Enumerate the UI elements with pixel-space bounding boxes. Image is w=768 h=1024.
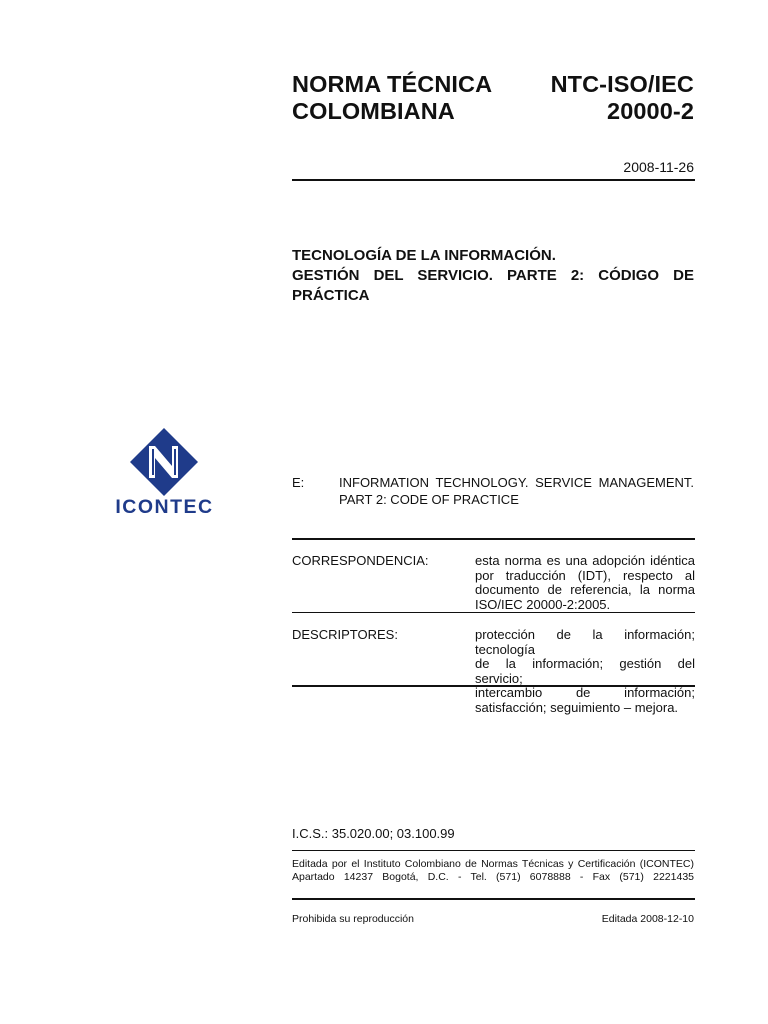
value-line: por traducción (IDT), respecto al	[475, 567, 695, 583]
norm-code-left: NTC-ISO/IEC	[550, 71, 694, 97]
value-line: de la información; gestión del servicio;	[475, 656, 695, 686]
subject-line: TECNOLOGÍA DE LA INFORMACIÓN.	[292, 247, 556, 264]
norm-title-left: NORMA TÉCNICA	[292, 71, 493, 97]
icontec-wordmark: ICONTEC	[115, 496, 214, 518]
value-line: documento de referencia, la norma	[475, 582, 695, 598]
english-title-text	[339, 474, 694, 508]
value-line: satisfacción; seguimiento – mejora.	[475, 699, 679, 715]
descriptores-divider	[292, 685, 695, 687]
subject-line: PRÁCTICA	[292, 287, 370, 304]
header-divider	[292, 179, 695, 181]
ics-code: I.C.S.: 35.020.00; 03.100.99	[292, 826, 455, 841]
correspondencia-divider	[292, 612, 695, 613]
reproduction-notice: Prohibida su reproducción	[292, 913, 414, 925]
footer-divider	[292, 898, 695, 900]
english-divider	[292, 538, 695, 540]
value-line: ISO/IEC 20000-2:2005.	[475, 596, 611, 612]
publication-date: 2008-11-26	[623, 159, 694, 175]
publisher-info	[292, 858, 694, 884]
correspondencia-value	[475, 554, 695, 612]
value-line: intercambio de información;	[475, 685, 695, 701]
descriptores-label: DESCRIPTORES:	[292, 627, 398, 642]
edition-date: Editada 2008-12-10	[601, 913, 694, 925]
value-line: esta norma es una adopción idéntica	[475, 553, 695, 568]
publisher-line: Editada por el Instituto Colombiano de Normas Técnicas y Certificación (ICONTEC)	[292, 858, 694, 870]
title-row-2	[292, 98, 694, 125]
descriptores-value	[475, 628, 695, 716]
english-line: INFORMATION TECHNOLOGY. SERVICE MANAGEMENT.	[339, 475, 694, 490]
norm-title-right: COLOMBIANA	[292, 98, 455, 124]
subject-line: GESTIÓN DEL SERVICIO. PARTE 2: CÓDIGO DE	[292, 267, 694, 284]
correspondencia-label: CORRESPONDENCIA:	[292, 553, 429, 568]
document-subject	[292, 246, 694, 306]
publisher-line: Apartado 14237 Bogotá, D.C. - Tel. (571) 6078888 - Fax (571) 2221435	[292, 871, 694, 883]
value-line: protección de la información; tecnología	[475, 627, 695, 657]
footer	[292, 913, 694, 925]
title-row-1	[292, 71, 694, 98]
ics-divider	[292, 850, 695, 851]
english-line: PART 2: CODE OF PRACTICE	[339, 492, 519, 507]
norm-code-right: 20000-2	[607, 98, 694, 124]
english-label: E:	[292, 475, 305, 490]
